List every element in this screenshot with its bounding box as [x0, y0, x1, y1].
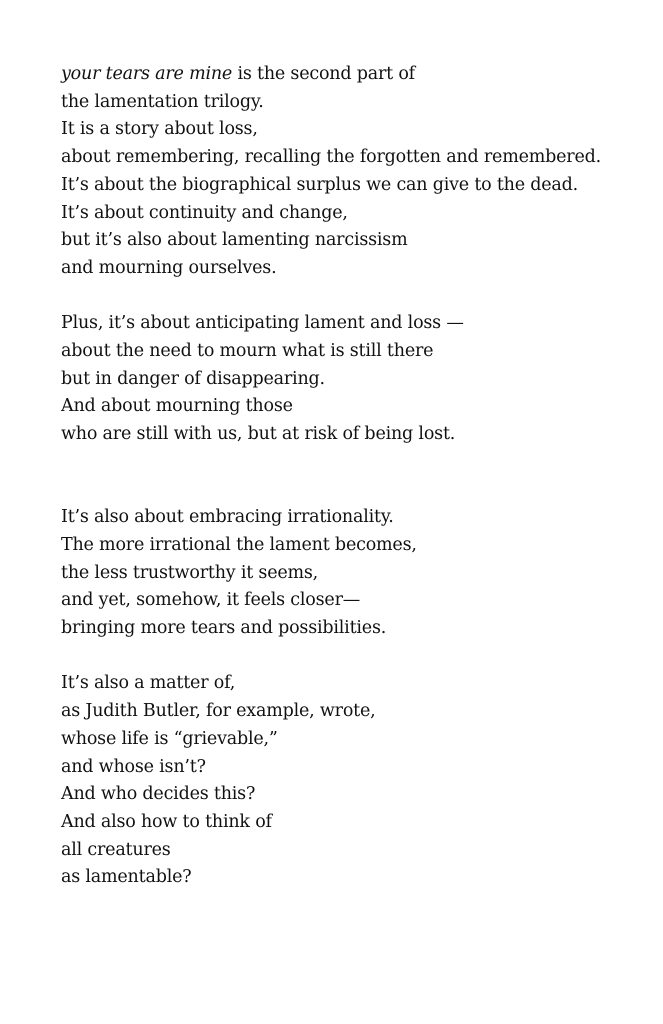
poem-line [61, 61, 651, 89]
poem-line: the less trustworthy it seems, [61, 562, 319, 583]
stanza-break [61, 283, 651, 311]
poem-line: who are still with us, but at risk of being lost. [61, 424, 456, 445]
book-title-italic: your tears are mine [61, 64, 233, 84]
line-text: is the second part of [232, 64, 415, 84]
stanza-break [61, 449, 651, 504]
poem-line: And who decides this? [61, 784, 256, 805]
stanza-1 [61, 61, 651, 283]
poem-page [61, 61, 651, 892]
stanza-2 [61, 310, 651, 449]
poem-line: The more irrational the lament becomes, [61, 534, 417, 555]
poem-line: It’s also about embracing irrationality. [61, 507, 394, 528]
stanza-break [61, 643, 651, 671]
poem-line: about remembering, recalling the forgotten and remembered. [61, 147, 601, 168]
poem-line: but it’s also about lamenting narcissism [61, 230, 408, 251]
poem-line: and yet, somehow, it feels closer— [61, 590, 361, 611]
poem-line: And about mourning those [61, 396, 293, 417]
poem-line: all creatures [61, 839, 171, 860]
stanza-3 [61, 504, 651, 643]
poem-line: whose life is “grievable,” [61, 728, 278, 749]
stanza-4 [61, 670, 651, 892]
poem-line: And also how to think of [61, 811, 272, 832]
poem-line: and whose isn’t? [61, 756, 206, 777]
poem-line: and mourning ourselves. [61, 257, 277, 278]
poem-line: Plus, it’s about anticipating lament and loss — [61, 313, 464, 334]
poem-line: about the need to mourn what is still there [61, 341, 434, 362]
poem-line: It’s also a matter of, [61, 673, 236, 694]
poem-line: the lamentation trilogy. [61, 91, 264, 112]
poem-line: It’s about continuity and change, [61, 202, 348, 223]
poem-line: It’s about the biographical surplus we can give to the dead. [61, 174, 579, 195]
poem-line: as lamentable? [61, 867, 192, 888]
poem-line: bringing more tears and possibilities. [61, 618, 387, 639]
poem-line: but in danger of disappearing. [61, 368, 325, 389]
poem-line: It is a story about loss, [61, 119, 258, 140]
poem-line: as Judith Butler, for example, wrote, [61, 701, 376, 722]
